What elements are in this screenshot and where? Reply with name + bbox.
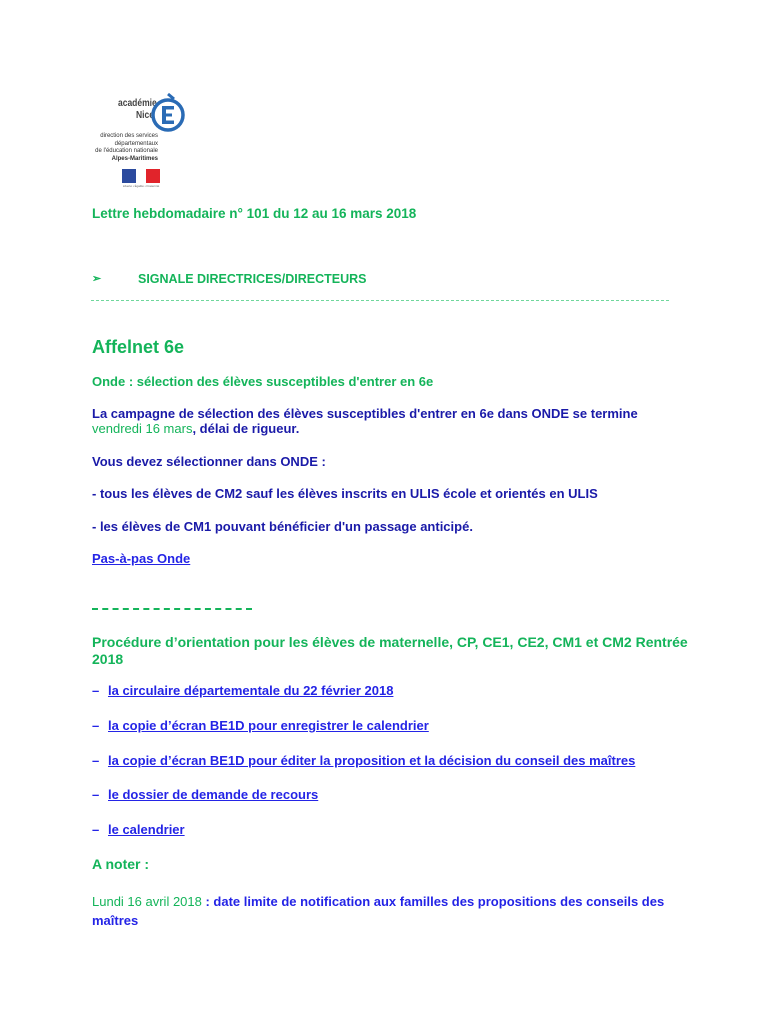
dash-bullet: – <box>92 822 100 837</box>
calendrier-link[interactable]: le calendrier <box>108 822 185 837</box>
newsletter-title: Lettre hebdomadaire n° 101 du 12 au 16 mars 2018 <box>92 206 417 221</box>
academie-e-icon <box>146 92 186 132</box>
republique-flag-icon <box>122 169 160 183</box>
dash-bullet: – <box>92 753 100 768</box>
copie-ecran-proposition-link[interactable]: la copie d’écran BE1D pour éditer la proposition et la décision du conseil des maîtres <box>108 753 636 768</box>
logo-nice-text: Nice <box>136 110 154 121</box>
devez-paragraph: Vous devez sélectionner dans ONDE : <box>92 454 326 469</box>
note-heading: A noter : <box>92 856 150 872</box>
academie-logo <box>86 92 196 192</box>
list-item <box>92 822 185 837</box>
procedure-heading: Procédure d’orientation pour les élèves de maternelle, CP, CE1, CE2, CM1 et CM2 Rentrée 2018 <box>92 634 688 667</box>
list-item <box>92 753 635 768</box>
section-title-affelnet: Affelnet 6e <box>92 337 185 357</box>
deadline-date: vendredi 16 mars <box>92 421 193 436</box>
note-paragraph: Lundi 16 avril 2018 : date limite de notification aux familles des propositions des conseils des maîtres <box>92 894 665 928</box>
signal-label: SIGNALE DIRECTRICES/DIRECTEURS <box>138 272 367 286</box>
list-item <box>92 718 429 733</box>
short-separator <box>92 608 252 610</box>
campagne-paragraph: La campagne de sélection des élèves susceptibles d'entrer en 6e dans ONDE se termine vendredi 16 mars, délai de rigueur. <box>92 406 638 436</box>
dash-bullet: – <box>92 683 100 698</box>
list-item <box>92 787 318 802</box>
dash-bullet: – <box>92 718 100 733</box>
dossier-recours-link[interactable]: le dossier de demande de recours <box>108 787 319 802</box>
list-item <box>92 683 393 698</box>
logo-department-text: direction des services départementaux de l'éducation nationale Alpes-Maritimes <box>95 133 158 162</box>
logo-academie-text: académie <box>118 98 157 109</box>
selection-item: - les élèves de CM1 pouvant bénéficier d'un passage anticipé. <box>92 519 473 534</box>
subheading-onde: Onde : sélection des élèves susceptibles d'entrer en 6e <box>92 374 434 389</box>
copie-ecran-calendrier-link[interactable]: la copie d’écran BE1D pour enregistrer le calendrier <box>108 718 429 733</box>
selection-item: - tous les élèves de CM2 sauf les élèves inscrits en ULIS école et orientés en ULIS <box>92 486 598 501</box>
pas-a-pas-onde-link[interactable]: Pas-à-pas Onde <box>92 551 191 566</box>
circulaire-link[interactable]: la circulaire départementale du 22 février 2018 <box>108 683 394 698</box>
separator-line <box>91 300 669 301</box>
arrow-bullet-icon: ➢ <box>92 273 102 285</box>
flag-caption: Liberté • Égalité • Fraternité <box>122 184 160 188</box>
note-date: Lundi 16 avril 2018 <box>92 894 202 909</box>
dash-bullet: – <box>92 787 100 802</box>
